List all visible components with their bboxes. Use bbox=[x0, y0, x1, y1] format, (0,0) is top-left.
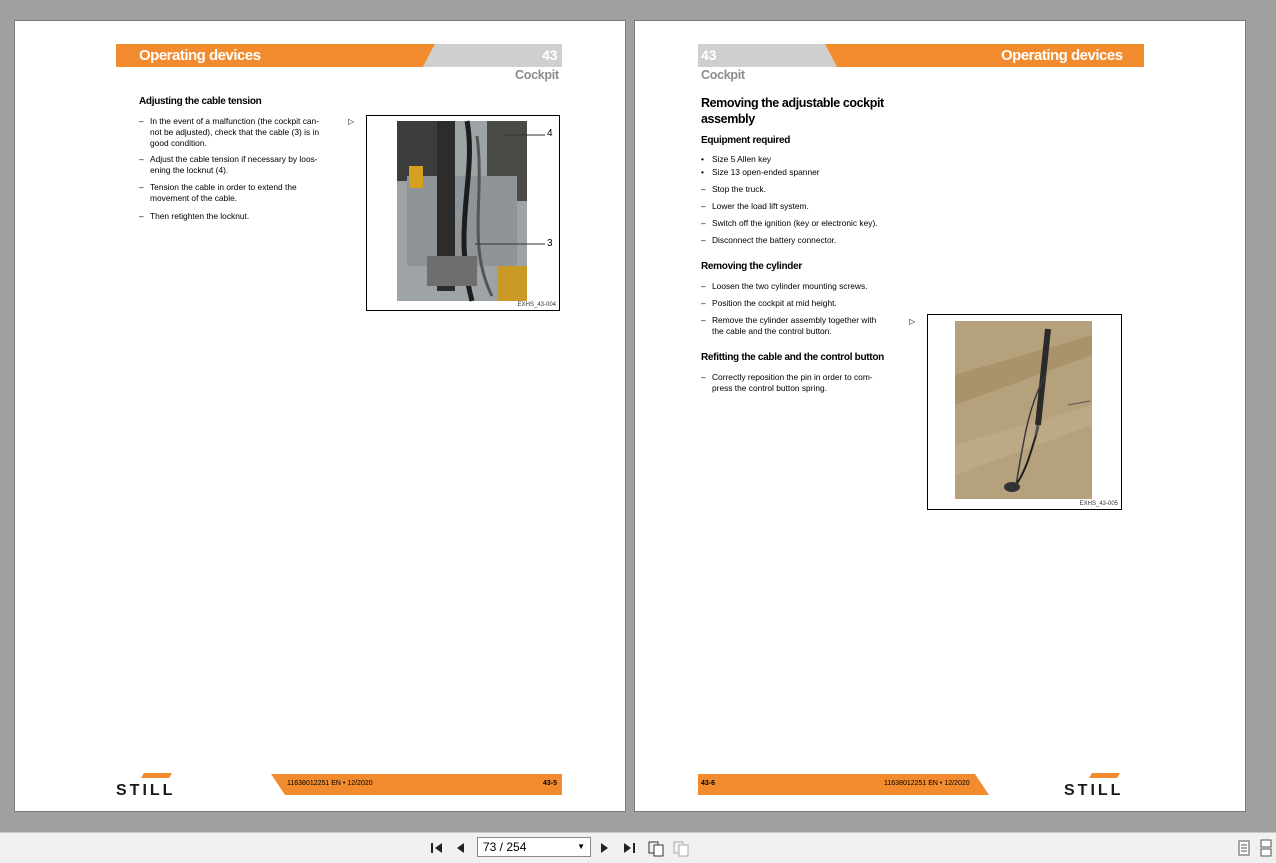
logo-text: STILL bbox=[116, 782, 176, 797]
two-page-view-icon[interactable] bbox=[646, 838, 666, 858]
right-header-title: Operating devices bbox=[1001, 47, 1123, 64]
logo-text: STILL bbox=[1064, 782, 1124, 797]
equipment-item-1: • Size 5 Allen key bbox=[701, 154, 772, 164]
callout-3: 3 bbox=[547, 238, 553, 249]
refit-step-1: – Correctly reposition the pin in order to com- press the control button spring. bbox=[701, 372, 873, 394]
left-header-title: Operating devices bbox=[139, 47, 261, 64]
last-page-icon[interactable] bbox=[619, 838, 639, 858]
remove-title: Removing the cylinder bbox=[701, 261, 802, 272]
right-subtitle: Cockpit bbox=[701, 68, 745, 82]
left-figure bbox=[366, 115, 560, 311]
left-figure-caption: EXHS_43-004 bbox=[517, 302, 556, 308]
scroll-view-icon[interactable] bbox=[1256, 838, 1276, 858]
left-section-title: Adjusting the cable tension bbox=[139, 96, 262, 107]
dropdown-arrow-icon: ▼ bbox=[577, 842, 585, 851]
left-footer-page: 43-5 bbox=[543, 780, 558, 787]
prep-step-2: – Lower the load lift system. bbox=[701, 201, 809, 211]
cylinder-photo bbox=[928, 315, 1121, 509]
callout-4: 4 bbox=[547, 128, 553, 139]
cable-tension-photo bbox=[367, 116, 559, 310]
refit-title: Refitting the cable and the control button bbox=[701, 352, 884, 363]
left-page bbox=[14, 20, 626, 812]
equipment-title: Equipment required bbox=[701, 135, 791, 146]
right-figure-caption: EXHS_43-005 bbox=[1079, 501, 1118, 507]
viewer-toolbar bbox=[0, 832, 1276, 863]
still-logo-right bbox=[1062, 773, 1148, 797]
right-footer-page: 43-6 bbox=[701, 780, 716, 787]
prep-step-1: – Stop the truck. bbox=[701, 184, 766, 194]
next-page-icon[interactable] bbox=[594, 838, 614, 858]
left-subtitle: Cockpit bbox=[515, 68, 559, 82]
page-number-select[interactable] bbox=[477, 837, 591, 857]
left-step-4: – Then retighten the locknut. bbox=[139, 211, 250, 221]
left-footer-doc: 11638012251 EN • 12/2020 bbox=[287, 780, 373, 787]
right-chapter-number: 43 bbox=[701, 47, 717, 63]
remove-step-2: – Position the cockpit at mid height. bbox=[701, 298, 837, 308]
equipment-item-2: • Size 13 open-ended spanner bbox=[701, 167, 820, 177]
right-footer-doc: 11638012251 EN • 12/2020 bbox=[884, 780, 970, 787]
right-figure-arrow-icon: ▷ bbox=[909, 317, 916, 326]
first-page-icon[interactable] bbox=[427, 838, 447, 858]
prev-page-icon[interactable] bbox=[451, 838, 471, 858]
remove-step-3: – Remove the cylinder assembly together with the cable and the control button. bbox=[701, 315, 877, 337]
prep-step-3: – Switch off the ignition (key or electronic key). bbox=[701, 218, 878, 228]
right-figure bbox=[927, 314, 1122, 510]
right-section-title: Removing the adjustable cockpit assembly bbox=[701, 96, 884, 126]
page-number-value: 73 / 254 bbox=[483, 840, 527, 854]
still-logo-left bbox=[114, 773, 200, 797]
left-chapter-number: 43 bbox=[542, 47, 558, 63]
right-page bbox=[634, 20, 1246, 812]
prep-step-4: – Disconnect the battery connector. bbox=[701, 235, 837, 245]
left-step-3: – Tension the cable in order to extend the movement of the cable. bbox=[139, 182, 297, 204]
remove-step-1: – Loosen the two cylinder mounting screws. bbox=[701, 281, 868, 291]
left-step-2: – Adjust the cable tension if necessary by loos- ening the locknut (4). bbox=[139, 154, 318, 176]
single-page-view-icon[interactable] bbox=[1234, 838, 1254, 858]
right-header-grey-band bbox=[698, 44, 837, 67]
left-step-1: – In the event of a malfunction (the cockpit can- not be adjusted), check that the cable (3) is in good condition. bbox=[139, 116, 319, 149]
left-figure-arrow-icon: ▷ bbox=[348, 117, 355, 126]
continuous-view-icon[interactable] bbox=[671, 838, 691, 858]
